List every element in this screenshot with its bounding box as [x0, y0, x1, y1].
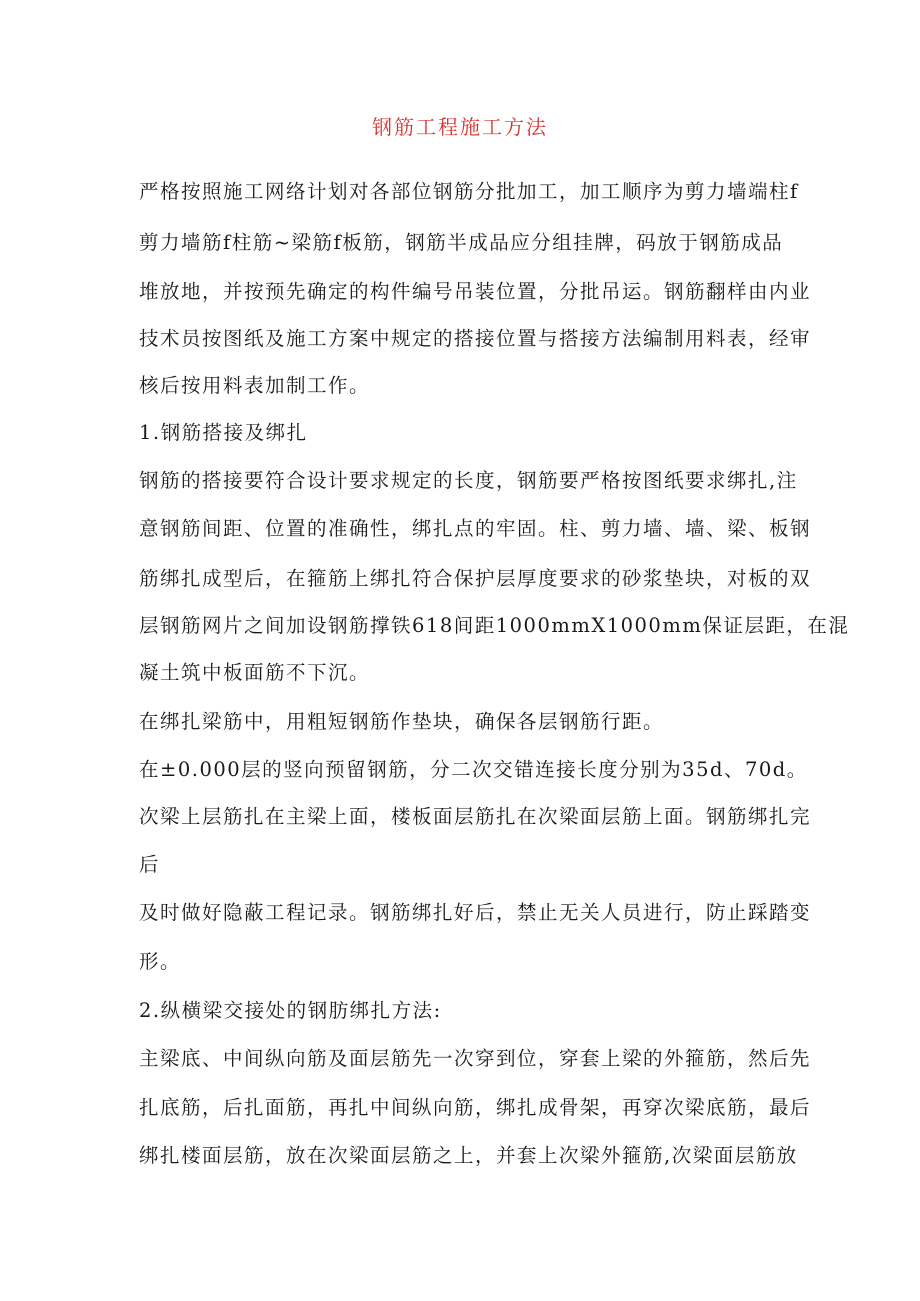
paragraph-line: 次梁上层筋扎在主梁上面，楼板面层筋扎在次梁面层筋上面。钢筋绑扎完: [139, 805, 812, 828]
paragraph-line: 后: [139, 853, 161, 876]
paragraph-line: 形。: [139, 950, 182, 973]
paragraph-line: 剪力墙筋f柱筋~梁筋f板筋，钢筋半成品应分组挂牌，码放于钢筋成品: [139, 231, 784, 254]
section-heading: 2.纵横梁交接处的钢肪绑扎方法:: [139, 999, 442, 1022]
paragraph-line: 及时做好隐蔽工程记录。钢筋绑扎好后，禁止无关人员进行，防止踩踏变: [139, 901, 812, 924]
paragraph-line: 绑扎楼面层筋，放在次梁面层筋之上，并套上次梁外箍筋,次梁面层筋放: [139, 1144, 798, 1167]
paragraph-line: 严格按照施工网络计划对各部位钢筋分批加工，加工顺序为剪力墙端柱f: [139, 180, 799, 203]
paragraph-line: 主梁底、中间纵向筋及面层筋先一次穿到位，穿套上梁的外箍筋，然后先: [139, 1047, 812, 1070]
paragraph-line: 层钢筋网片之间加设钢筋撑铁618间距1000mmX1000mm保证层距，在混: [139, 614, 850, 637]
section-heading: 1.钢筋搭接及绑扎: [139, 421, 308, 444]
paragraph-line: 扎底筋，后扎面筋，再扎中间纵向筋，绑扎成骨架，再穿次梁底筋，最后: [139, 1096, 812, 1119]
paragraph-line: 凝土筑中板面筋不下沉。: [139, 661, 371, 684]
paragraph-line: 在±0.000层的竖向预留钢筋，分二次交错连接长度分别为35d、70d。: [139, 758, 808, 781]
paragraph-line: 钢筋的搭接要符合设计要求规定的长度，钢筋要严格按图纸要求绑扎,注: [139, 469, 798, 492]
paragraph-line: 核后按用料表加制工作。: [139, 374, 371, 397]
paragraph-line: 筋绑扎成型后，在箍筋上绑扎符合保护层厚度要求的砂浆垫块，对板的双: [139, 567, 812, 590]
paragraph-line: 堆放地，并按预先确定的构件编号吊装位置，分批吊运。钢筋翻样由内业: [139, 280, 812, 303]
document-title: 钢筋工程施工方法: [372, 115, 548, 139]
paragraph-line: 在绑扎梁筋中，用粗短钢筋作垫块，确保各层钢筋行距。: [139, 710, 665, 733]
paragraph-line: 意钢筋间距、位置的准确性，绑扎点的牢固。柱、剪力墙、墙、梁、板钢: [139, 517, 812, 540]
paragraph-line: 技术员按图纸及施工方案中规定的搭接位置与搭接方法编制用料表，经审: [139, 327, 812, 350]
